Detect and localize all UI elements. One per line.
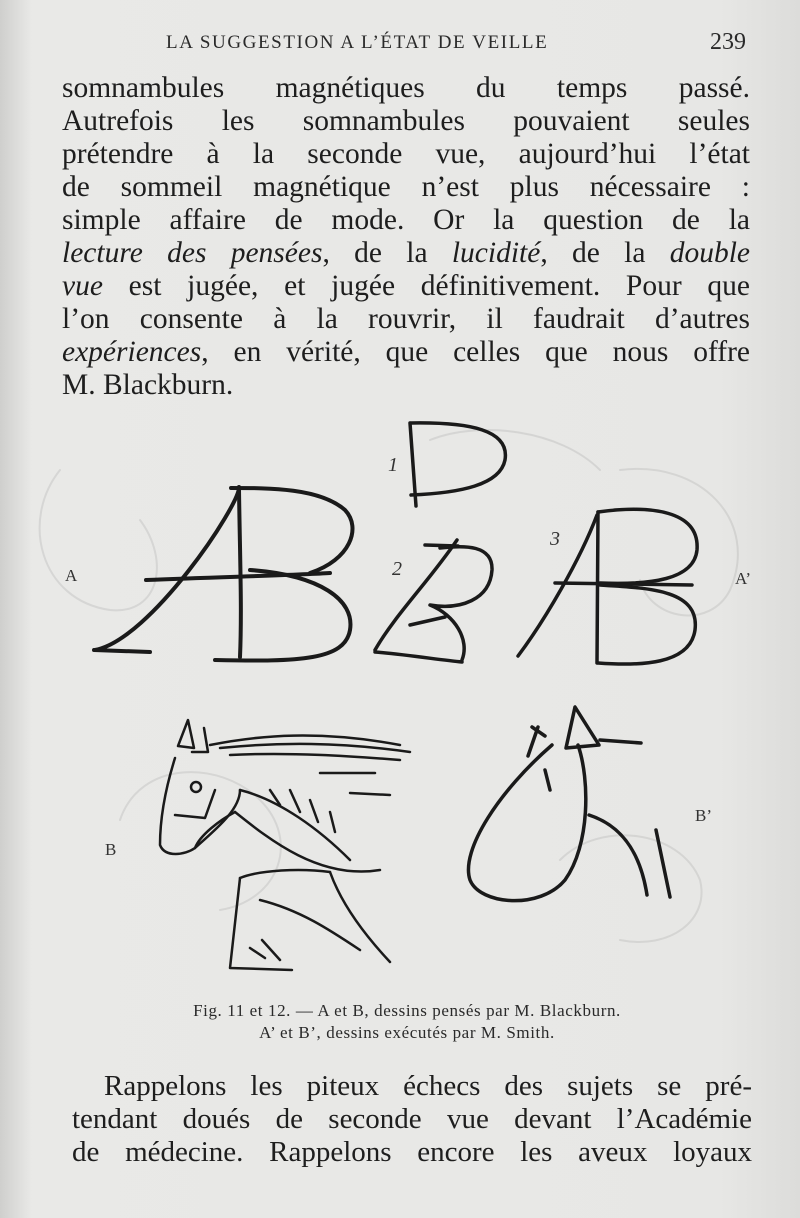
paragraph-1	[62, 72, 750, 402]
text-run: , en vérité, que celles que nous offre	[201, 336, 750, 368]
page-header	[62, 30, 752, 60]
text-run: , de la	[540, 237, 670, 269]
text-line: tendant doués de seconde vue devant l’Académie	[72, 1103, 752, 1135]
text-run: est jugée, et jugée définitivement. Pour que	[102, 270, 750, 302]
text-run: , de la	[322, 237, 452, 269]
text-line	[62, 237, 750, 270]
paragraph-2	[72, 1070, 752, 1169]
drawing-a-original	[94, 487, 352, 661]
text-line: Autrefois les somnambules pouvaient seules	[62, 105, 750, 137]
text-line: M. Blackburn.	[62, 369, 234, 401]
caption-line: A’ et B’, dessins exécutés par M. Smith.	[259, 1023, 555, 1042]
drawings-svg	[0, 410, 800, 1000]
label-a: A	[65, 566, 78, 585]
bleed-through-ghost	[40, 430, 738, 942]
label-b-prime: B’	[695, 806, 712, 825]
label-step-2: 2	[392, 558, 402, 580]
text-line	[62, 336, 750, 369]
caption-line: Fig. 11 et 12. — A et B, dessins pensés par M. Blackburn.	[193, 1001, 621, 1020]
text-line: somnambules magnétiques du temps passé.	[62, 72, 750, 104]
label-step-1: 1	[388, 454, 398, 476]
drawing-b-horse-original	[160, 720, 410, 970]
text-line	[62, 270, 750, 303]
text-line: prétendre à la seconde vue, aujourd’hui l’état	[62, 138, 750, 170]
drawing-a-prime	[518, 509, 697, 664]
figure-caption	[62, 1000, 752, 1044]
italic-term: expériences	[62, 336, 202, 368]
italic-term: vue	[62, 270, 103, 302]
label-b: B	[105, 840, 117, 859]
text-line: de médecine. Rappelons encore les aveux loyaux	[72, 1136, 752, 1168]
drawing-a-step1	[410, 423, 505, 506]
italic-term: lecture des pensées	[62, 237, 323, 269]
figure-drawings	[0, 410, 800, 1000]
drawing-b-prime	[468, 707, 670, 901]
label-step-3: 3	[550, 528, 560, 550]
label-a-prime: A’	[735, 569, 752, 588]
text-line: l’on consente à la rouvrir, il faudrait d’autres	[62, 303, 750, 335]
text-line: simple affaire de mode. Or la question de la	[62, 204, 750, 236]
running-title: LA SUGGESTION A L’ÉTAT DE VEILLE	[166, 32, 549, 53]
text-line: Rappelons les piteux échecs des sujets se pré-	[104, 1070, 752, 1102]
text-line: de sommeil magnétique n’est plus nécessaire :	[62, 171, 750, 203]
italic-term: double	[669, 237, 751, 269]
italic-term: lucidité	[451, 237, 541, 269]
page-number: 239	[710, 29, 746, 55]
